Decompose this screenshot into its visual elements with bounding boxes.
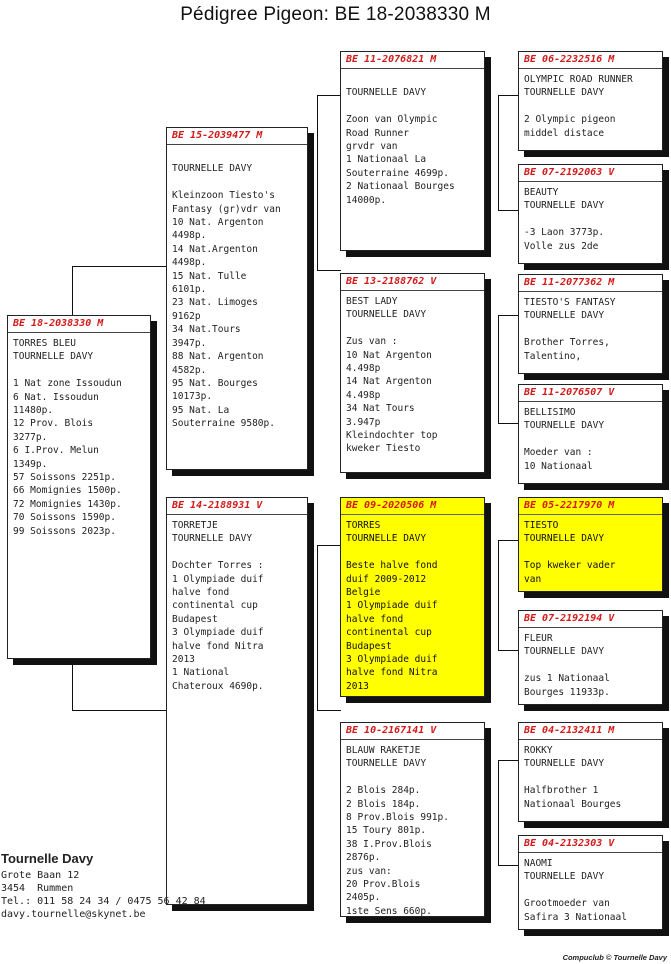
pigeon-card-dam-sire-sire[interactable] — [518, 497, 663, 592]
pigeon-note-line: 88 Nat. Argenton — [172, 351, 264, 363]
pigeon-note-line: 4582p. — [172, 364, 207, 376]
pigeon-note-line: 3277p. — [13, 431, 48, 443]
pigeon-note-line: Budapest — [172, 613, 218, 625]
connector-line — [498, 760, 499, 865]
pigeon-note-line: Belgie — [346, 587, 381, 599]
connector-line — [317, 545, 341, 546]
ring-number: BE 14-2188931 V — [167, 499, 307, 515]
ring-number: BE 18-2038330 M — [8, 317, 150, 333]
pigeon-note-line: 70 Soissons 1590p. — [13, 512, 116, 524]
pigeon-note-line: 2 Blois 284p. — [346, 785, 421, 797]
connector-line — [317, 545, 318, 710]
pigeon-note-line — [524, 546, 657, 559]
pigeon-name: NAOMI — [524, 858, 553, 869]
pigeon-note-line: van — [524, 573, 542, 585]
pigeon-note-line: 34 Nat Tours — [346, 403, 415, 415]
pigeon-note-line: 3 Olympiade duif — [346, 654, 438, 666]
connector-line — [498, 210, 519, 211]
pigeon-note-line: middel distace — [524, 127, 605, 139]
pigeon-note-line: 1 Olympiade duif — [172, 573, 264, 585]
pigeon-note-line: 20 Prov.Blois — [346, 879, 421, 891]
breeder-label: TOURNELLE DAVY — [172, 163, 253, 175]
pigeon-card-dam-dam-sire[interactable] — [518, 722, 663, 822]
footer-credit: Compuclub © Tournelle Davy — [562, 953, 667, 962]
pigeon-note-line: Zus van : — [346, 336, 398, 348]
pigeon-note-line: 14000p. — [346, 194, 387, 206]
ring-number: BE 04-2132411 M — [519, 724, 662, 740]
pigeon-note-line: 3 Olympiade duif — [172, 627, 264, 639]
pigeon-note-line: Dochter Torres : — [172, 560, 264, 572]
ring-number: BE 11-2076821 M — [341, 53, 484, 69]
pigeon-note-line: halve fond — [172, 587, 230, 599]
pigeon-name: BEST LADY — [346, 296, 398, 307]
connector-line — [317, 270, 341, 271]
ring-number: BE 10-2167141 V — [341, 724, 484, 740]
ring-number: BE 06-2232516 M — [519, 53, 662, 69]
pigeon-note-line: zus 1 Nationaal — [524, 673, 610, 685]
pigeon-note-line: 8 Prov.Blois 991p. — [346, 812, 449, 824]
pigeon-note-line — [524, 884, 657, 897]
pigeon-name — [346, 73, 479, 86]
connector-line — [498, 760, 519, 761]
pigeon-note-line — [13, 364, 145, 377]
breeder-label: TOURNELLE DAVY — [13, 351, 94, 363]
pigeon-note-line: Kleinzoon Tiesto's — [172, 190, 275, 202]
breeder-info — [1, 851, 206, 921]
connector-line — [498, 95, 499, 210]
pigeon-note-line: 10 Nat. Argenton — [172, 217, 264, 229]
pigeon-name: ROKKY — [524, 745, 553, 756]
pigeon-note-line: Road Runner — [346, 127, 409, 139]
pigeon-name: TORRES BLEU — [13, 338, 76, 349]
pigeon-note-line: 2 Olympic pigeon — [524, 114, 616, 126]
breeder-label: TOURNELLE DAVY — [346, 758, 427, 770]
breeder-email[interactable]: davy.tournelle@skynet.be — [1, 909, 146, 920]
pigeon-note-line: 4498p. — [172, 257, 207, 269]
connector-line — [498, 865, 519, 866]
pigeon-note-line — [346, 546, 479, 559]
breeder-label: TOURNELLE DAVY — [346, 533, 427, 545]
breeder-label: TOURNELLE DAVY — [524, 646, 605, 658]
breeder-phone: Tel.: 011 58 24 34 / 0475 56 42 84 — [1, 896, 206, 907]
pigeon-note-line: Fantasy (gr)vdr van — [172, 203, 281, 215]
pigeon-name: OLYMPIC ROAD RUNNER — [524, 74, 633, 85]
pigeon-note-line: 2 Nationaal Bourges — [346, 181, 455, 193]
pigeon-note-line: 2013 — [172, 654, 195, 666]
pigeon-note-line — [346, 100, 479, 113]
pigeon-note-line: 10173p. — [172, 391, 213, 403]
connector-line — [498, 315, 499, 423]
pigeon-note-line: 2405p. — [346, 892, 381, 904]
pigeon-note-line: 1ste Sens 660p. — [346, 905, 432, 917]
connector-line — [317, 95, 341, 96]
connector-line — [498, 95, 519, 96]
pigeon-note-line: Chateroux 4690p. — [172, 680, 264, 692]
pigeon-note-line: Halfbrother 1 — [524, 785, 599, 797]
pigeon-card-dam-dam[interactable] — [340, 722, 485, 917]
pigeon-note-line: Nationaal Bourges — [524, 798, 622, 810]
connector-line — [498, 423, 519, 424]
pigeon-note-line — [524, 433, 657, 446]
pigeon-note-line: Moeder van : — [524, 447, 593, 459]
pigeon-card-sire-sire-dam[interactable] — [518, 164, 663, 264]
pigeon-note-line: 2 Blois 184p. — [346, 798, 421, 810]
pigeon-note-line — [524, 659, 657, 672]
pigeon-note-line: 1 Olympiade duif — [346, 600, 438, 612]
pigeon-note-line: zus van: — [346, 865, 392, 877]
pigeon-note-line: kweker Tiesto — [346, 443, 421, 455]
ring-number: BE 04-2132303 V — [519, 837, 662, 853]
pigeon-note-line — [346, 322, 479, 335]
pigeon-card-subject[interactable] — [7, 315, 151, 659]
pigeon-card-dam[interactable] — [166, 497, 308, 905]
pigeon-name: FLEUR — [524, 633, 553, 644]
pigeon-note-line — [524, 213, 657, 226]
breeder-label: TOURNELLE DAVY — [172, 533, 253, 545]
breeder-label: TOURNELLE DAVY — [524, 200, 605, 212]
ring-number: BE 07-2192063 V — [519, 166, 662, 182]
pigeon-card-sire-dam-sire[interactable] — [518, 274, 663, 374]
pigeon-note-line: 1349p. — [13, 458, 48, 470]
pigeon-note-line: 2876p. — [346, 852, 381, 864]
breeder-label: TOURNELLE DAVY — [524, 758, 605, 770]
pigeon-note-line: continental cup — [172, 600, 258, 612]
ring-number: BE 11-2077362 M — [519, 276, 662, 292]
ring-number: BE 09-2020506 M — [341, 499, 484, 515]
pigeon-note-line: Souterraine 9580p. — [172, 418, 275, 430]
connector-line — [72, 710, 167, 711]
connector-line — [498, 650, 519, 651]
pigeon-note-line: Souterraine 4699p. — [346, 167, 449, 179]
pigeon-note-line — [524, 771, 657, 784]
connector-line — [498, 540, 499, 650]
breeder-label: TOURNELLE DAVY — [524, 533, 605, 545]
pigeon-card-sire-dam-dam[interactable] — [518, 384, 663, 484]
pigeon-note-line: Zoon van Olympic — [346, 114, 438, 126]
pigeon-note-line: Safira 3 Nationaal — [524, 911, 627, 923]
pigeon-note-line — [172, 546, 302, 559]
pigeon-note-line: Grootmoeder van — [524, 898, 610, 910]
pigeon-note-line: Bourges 11933p. — [524, 686, 610, 698]
pigeon-note-line: Top kweker vader — [524, 560, 616, 572]
pigeon-note-line: 99 Soissons 2023p. — [13, 525, 116, 537]
pigeon-note-line: 57 Soissons 2251p. — [13, 472, 116, 484]
pigeon-note-line: 23 Nat. Limoges — [172, 297, 258, 309]
breeder-label: TOURNELLE DAVY — [346, 87, 427, 99]
pigeon-note-line: grvdr van — [346, 141, 398, 153]
pigeon-card-dam-sire[interactable] — [340, 497, 485, 697]
pigeon-note-line — [346, 771, 479, 784]
ring-number: BE 13-2188762 V — [341, 275, 484, 291]
pigeon-note-line: 14 Nat.Argenton — [172, 243, 258, 255]
pigeon-note-line: 12 Prov. Blois — [13, 418, 94, 430]
pigeon-note-line: 6 I.Prov. Melun — [13, 445, 99, 457]
pigeon-note-line: 3.947p — [346, 416, 381, 428]
ring-number: BE 15-2039477 M — [167, 129, 307, 145]
connector-line — [317, 95, 318, 270]
pigeon-name: BLAUW RAKETJE — [346, 745, 421, 756]
pigeon-note-line: 6101p. — [172, 284, 207, 296]
pigeon-card-sire-sire[interactable] — [340, 51, 485, 251]
breeder-label: TOURNELLE DAVY — [524, 87, 605, 99]
pigeon-note-line: 3947p. — [172, 337, 207, 349]
pigeon-name: BELLISIMO — [524, 407, 576, 418]
ring-number: BE 11-2076507 V — [519, 386, 662, 402]
pigeon-note-line — [172, 176, 302, 189]
pigeon-card-sire[interactable] — [166, 127, 308, 470]
connector-line — [317, 710, 341, 711]
breeder-label: TOURNELLE DAVY — [524, 871, 605, 883]
connector-line — [498, 540, 519, 541]
pigeon-note-line: Beste halve fond — [346, 560, 438, 572]
connector-line — [72, 266, 167, 267]
pigeon-note-line: 10 Nationaal — [524, 460, 593, 472]
pigeon-name: TORRETJE — [172, 520, 218, 531]
pigeon-note-line: 38 I.Prov.Blois — [346, 838, 432, 850]
pigeon-note-line: halve fond Nitra — [172, 640, 264, 652]
pigeon-note-line: 95 Nat. Bourges — [172, 377, 258, 389]
pigeon-note-line: Budapest — [346, 640, 392, 652]
page-title: Pédigree Pigeon: BE 18-2038330 M — [180, 4, 491, 25]
pigeon-note-line: 4.498p — [346, 389, 381, 401]
pigeon-name — [172, 149, 302, 162]
pigeon-note-line: Talentino, — [524, 350, 582, 362]
pigeon-note-line: -3 Laon 3773p. — [524, 227, 605, 239]
pigeon-note-line: 15 Toury 801p. — [346, 825, 427, 837]
breeder-name: Tournelle Davy — [1, 851, 94, 866]
pigeon-card-dam-sire-dam[interactable] — [518, 610, 663, 705]
pigeon-name: TIESTO'S FANTASY — [524, 297, 616, 308]
pigeon-note-line: halve fond — [346, 613, 404, 625]
pigeon-note-line: 95 Nat. La — [172, 404, 230, 416]
ring-number: BE 05-2217970 M — [519, 499, 662, 515]
pigeon-note-line: Brother Torres, — [524, 337, 610, 349]
pigeon-note-line: 4.498p — [346, 363, 381, 375]
pigeon-note-line: 14 Nat Argenton — [346, 376, 432, 388]
pigeon-note-line: Kleindochter top — [346, 430, 438, 442]
pigeon-note-line: 34 Nat.Tours — [172, 324, 241, 336]
pigeon-note-line: continental cup — [346, 627, 432, 639]
pigeon-note-line: 72 Momignies 1430p. — [13, 498, 122, 510]
pigeon-note-line: 10 Nat Argenton — [346, 349, 432, 361]
breeder-label: TOURNELLE DAVY — [524, 310, 605, 322]
pigeon-note-line: 66 Momignies 1500p. — [13, 485, 122, 497]
connector-line — [498, 315, 519, 316]
pigeon-note-line: 9162p — [172, 310, 201, 322]
pigeon-note-line: 6 Nat. Issoudun — [13, 391, 99, 403]
pigeon-note-line: Volle zus 2de — [524, 240, 599, 252]
breeder-label: TOURNELLE DAVY — [524, 420, 605, 432]
pigeon-note-line: 15 Nat. Tulle — [172, 270, 247, 282]
pigeon-name: BEAUTY — [524, 187, 559, 198]
pigeon-note-line: halve fond Nitra — [346, 667, 438, 679]
pigeon-note-line: 1 Nat zone Issoudun — [13, 378, 122, 390]
pigeon-card-sire-sire-sire[interactable] — [518, 51, 663, 151]
pigeon-note-line — [524, 100, 657, 113]
pigeon-note-line: 1 National — [172, 667, 230, 679]
pigeon-note-line: 2013 — [346, 680, 369, 692]
pigeon-card-sire-dam[interactable] — [340, 273, 485, 473]
breeder-city: 3454 Rummen — [1, 883, 74, 894]
ring-number: BE 07-2192194 V — [519, 612, 662, 628]
pigeon-note-line: 11480p. — [13, 405, 54, 417]
pigeon-note-line — [524, 323, 657, 336]
pigeon-note-line: 1 Nationaal La — [346, 154, 427, 166]
pigeon-note-line: 4498p. — [172, 230, 207, 242]
pigeon-name: TIESTO — [524, 520, 559, 531]
breeder-address: Grote Baan 12 — [1, 870, 80, 881]
pigeon-note-line: duif 2009-2012 — [346, 573, 427, 585]
pigeon-card-dam-dam-dam[interactable] — [518, 835, 663, 930]
pigeon-name: TORRES — [346, 520, 381, 531]
breeder-label: TOURNELLE DAVY — [346, 309, 427, 321]
